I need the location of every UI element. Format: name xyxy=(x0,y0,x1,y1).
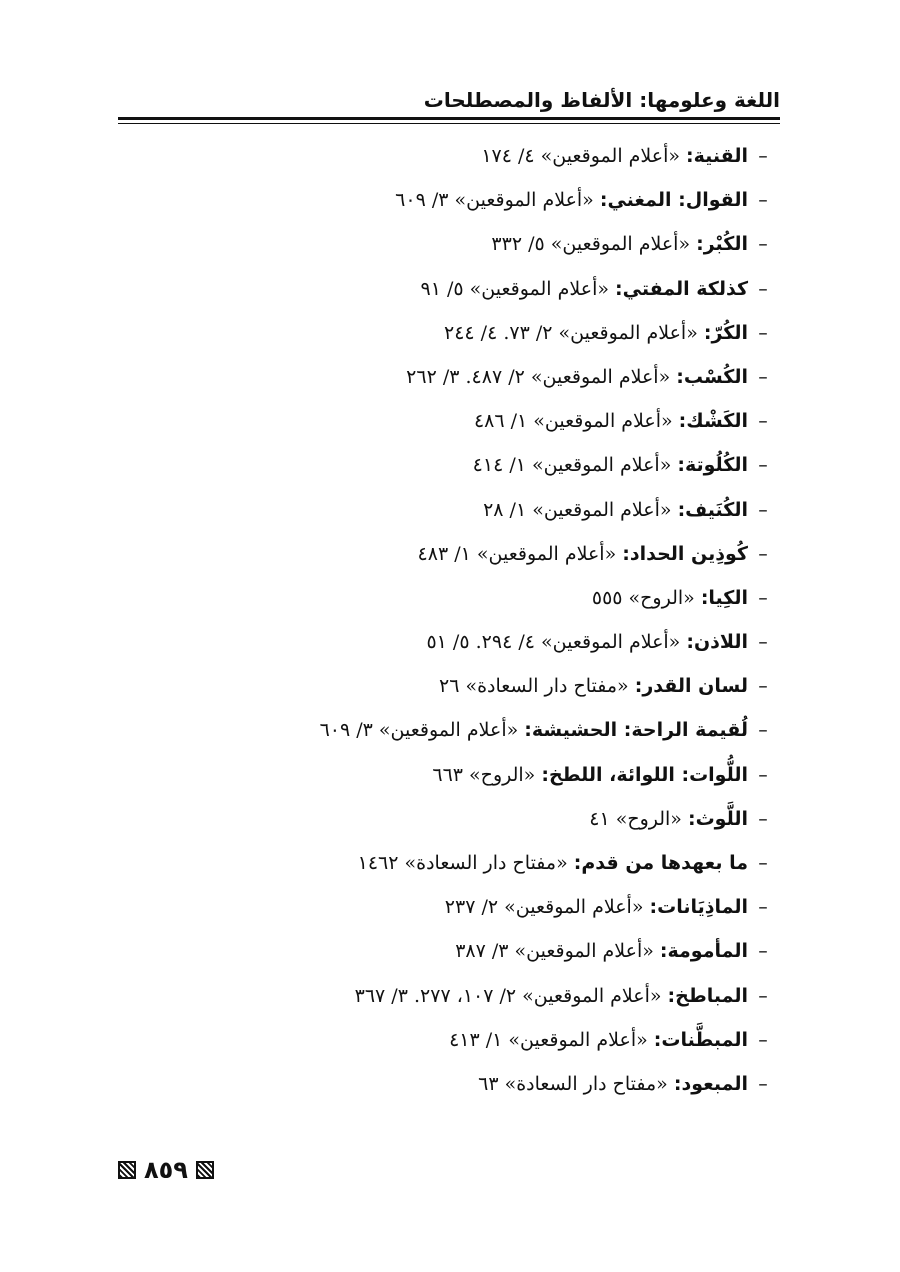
entry-reference: «أعلام الموقعين» ٣/ ٦٠٩ xyxy=(395,189,594,212)
entry-reference: «مفتاح دار السعادة» ٦٣ xyxy=(478,1072,668,1095)
dash-bullet: – xyxy=(758,233,768,256)
dash-bullet: – xyxy=(758,984,768,1007)
entry-term: القنية: xyxy=(686,145,748,167)
dash-bullet: – xyxy=(758,586,768,609)
list-item xyxy=(118,443,780,487)
dash-bullet: – xyxy=(758,719,768,742)
dash-bullet: – xyxy=(758,498,768,521)
entry-term: اللُّوات: اللوائة، اللطخ: xyxy=(541,763,748,786)
dash-bullet: – xyxy=(758,852,768,874)
entry-reference: «أعلام الموقعين» ١/ ٢٨ xyxy=(483,498,672,521)
list-item xyxy=(118,267,780,311)
entry-term: الكُبْر: xyxy=(696,233,748,256)
dash-bullet: – xyxy=(758,763,768,786)
dash-bullet: – xyxy=(758,1072,768,1095)
entry-reference: «أعلام الموقعين» ١/ ٤٨٣ xyxy=(417,542,617,565)
dash-bullet: – xyxy=(758,410,768,433)
list-item xyxy=(118,311,780,355)
glossary-list xyxy=(118,134,780,1106)
dash-bullet: – xyxy=(758,145,768,167)
entry-term: الماذِيَانات: xyxy=(649,896,748,919)
list-item xyxy=(118,1062,780,1106)
list-item xyxy=(118,1018,780,1062)
entry-term: المباطخ: xyxy=(667,984,748,1007)
dash-bullet: – xyxy=(758,940,768,963)
list-item xyxy=(118,797,780,841)
entry-term: اللَّوث: xyxy=(687,807,748,830)
dash-bullet: – xyxy=(758,675,768,698)
entry-reference: «أعلام الموقعين» ٥/ ٩١ xyxy=(420,277,609,300)
running-header: اللغة وعلومها: الألفاظ والمصطلحات xyxy=(423,88,780,112)
list-item xyxy=(118,576,780,620)
entry-term: الكِيا: xyxy=(700,586,748,609)
entry-term: كذلكة المفتي: xyxy=(615,277,748,300)
list-item xyxy=(118,134,780,178)
list-item xyxy=(118,664,780,708)
entry-term: ما بعهدها من قدم: xyxy=(573,852,748,874)
entry-reference: «أعلام الموقعين» ٤/ ١٧٤ xyxy=(481,145,680,167)
dash-bullet: – xyxy=(758,1028,768,1051)
entry-reference: «أعلام الموقعين» ٣/ ٦٠٩ xyxy=(319,719,519,742)
entry-reference: «أعلام الموقعين» ١/ ٤١٤ xyxy=(472,454,672,477)
entry-term: المبطَّنات: xyxy=(653,1028,748,1051)
entry-term: المأمومة: xyxy=(659,940,748,963)
list-item xyxy=(118,708,780,752)
dash-bullet: – xyxy=(758,896,768,919)
ornament-left-icon xyxy=(118,1161,136,1179)
entry-term: الكَشْك: xyxy=(678,410,748,433)
entry-reference: «مفتاح دار السعادة» ٢٦ xyxy=(439,675,629,698)
entry-reference: «الروح» ٥٥٥ xyxy=(591,586,695,609)
list-item xyxy=(118,222,780,266)
entry-term: لسان القدر: xyxy=(634,675,748,698)
entry-reference: «أعلام الموقعين» ٥/ ٣٣٢ xyxy=(491,233,691,256)
dash-bullet: – xyxy=(758,807,768,830)
header-rule-thick xyxy=(118,117,780,120)
entry-term: الكُلُوتة: xyxy=(677,454,748,477)
page-number: ٨٥٩ xyxy=(144,1156,188,1184)
entry-term: لُقيمة الراحة: الحشيشة: xyxy=(524,719,748,742)
list-item xyxy=(118,929,780,973)
list-item xyxy=(118,885,780,929)
entry-term: كُوذِين الحداد: xyxy=(622,542,748,565)
list-item xyxy=(118,841,780,885)
dash-bullet: – xyxy=(758,321,768,344)
entry-reference: «أعلام الموقعين» ٢/ ٤٨٧. ٣/ ٢٦٢ xyxy=(406,365,671,388)
entry-reference: «أعلام الموقعين» ١/ ٤٨٦ xyxy=(473,410,673,433)
list-item xyxy=(118,355,780,399)
entry-reference: «مفتاح دار السعادة» ١٤٦٢ xyxy=(357,852,568,874)
entry-reference: «أعلام الموقعين» ٢/ ٧٣. ٤/ ٢٤٤ xyxy=(443,321,698,344)
dash-bullet: – xyxy=(758,365,768,388)
entry-reference: «أعلام الموقعين» ٤/ ٢٩٤. ٥/ ٥١ xyxy=(426,631,681,654)
entry-reference: «أعلام الموقعين» ١/ ٤١٣ xyxy=(449,1028,648,1051)
dash-bullet: – xyxy=(758,189,768,212)
entry-term: الكُرّ: xyxy=(703,321,748,344)
list-item xyxy=(118,399,780,443)
dash-bullet: – xyxy=(758,542,768,565)
dash-bullet: – xyxy=(758,277,768,300)
list-item xyxy=(118,488,780,532)
list-item xyxy=(118,532,780,576)
entry-reference: «الروح» ٤١ xyxy=(589,807,682,830)
entry-reference: «الروح» ٦٦٣ xyxy=(432,763,536,786)
list-item xyxy=(118,753,780,797)
entry-reference: «أعلام الموقعين» ٢/ ٢٣٧ xyxy=(444,896,644,919)
entry-reference: «أعلام الموقعين» ٢/ ١٠٧، ٢٧٧. ٣/ ٣٦٧ xyxy=(354,984,662,1007)
entry-term: الكُنَيف: xyxy=(677,498,748,521)
entry-term: الكُسْب: xyxy=(676,365,748,388)
entry-term: اللاذن: xyxy=(686,631,748,654)
dash-bullet: – xyxy=(758,454,768,477)
list-item xyxy=(118,974,780,1018)
dash-bullet: – xyxy=(758,631,768,654)
entry-term: المبعود: xyxy=(673,1072,748,1095)
header-rule-thin xyxy=(118,123,780,124)
entry-term: القوال: المغني: xyxy=(599,189,748,212)
page-footer xyxy=(118,1155,214,1185)
list-item xyxy=(118,620,780,664)
ornament-right-icon xyxy=(196,1161,214,1179)
list-item xyxy=(118,178,780,222)
entry-reference: «أعلام الموقعين» ٣/ ٣٨٧ xyxy=(455,940,654,963)
